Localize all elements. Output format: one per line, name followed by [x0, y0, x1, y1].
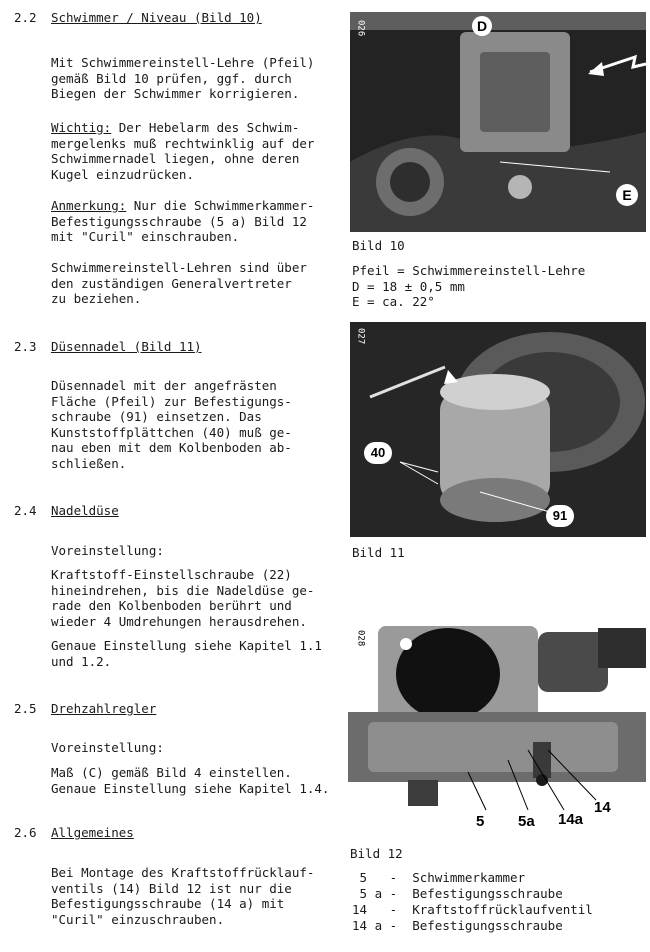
heading-nadelduese: Nadeldüse	[51, 503, 119, 518]
paragraph-ruecklaufventil: Bei Montage des Kraftstoffrücklauf- ventils (14) Bild 12 ist nur die Befestigungsschraube (14 a) mit "Curil" einzuschrauben.	[51, 865, 315, 927]
bild-10-code: 026	[355, 20, 366, 37]
label-wichtig: Wichtig:	[51, 120, 112, 135]
bild-10-photo	[350, 12, 646, 232]
heading-schwimmer-niveau	[51, 10, 262, 26]
legend-text: - Befestigungsschraube	[389, 886, 563, 901]
bild-11-caption: Bild 11	[352, 545, 405, 560]
paragraph-voreinstellung-25: Voreinstellung:	[51, 740, 164, 755]
bild-11-code: 027	[355, 328, 366, 345]
section-number-2-6: 2.6	[14, 825, 37, 840]
label-e-marker: E	[616, 184, 638, 206]
bild-12-caption: Bild 12	[350, 846, 403, 861]
bild-12-legend-row	[352, 870, 525, 886]
paragraph-lehren-beziehen: Schwimmereinstell-Lehren sind über den zuständigen Generalvertreter zu beziehen.	[51, 260, 307, 306]
paragraph-mass-c: Maß (C) gemäß Bild 4 einstellen. Genaue Einstellung siehe Kapitel 1.4.	[51, 765, 330, 796]
text-wichtig: Der Hebelarm des Schwim- mergelenks muß rechtwinklig auf der Schwimmernadel liegen, ohne deren Kugel einzudrücken.	[51, 120, 315, 182]
bild-12-legend-row	[352, 886, 563, 902]
paragraph-duesennadel: Düsennadel mit der angefrästen Fläche (Pfeil) zur Befestigungs- schraube (91) einsetzen. Das Kunststoffplättchen (40) muß ge- nau eben mit dem Kolbenboden ab- schließen.	[51, 378, 292, 471]
heading-title: Düsennadel	[51, 339, 127, 354]
bild-12-code: 028	[355, 630, 366, 647]
label-91-marker: 91	[546, 505, 574, 527]
bild-12-photo	[348, 622, 646, 840]
legend-text: - Befestigungsschraube	[389, 918, 563, 933]
legend-text: - Kraftstoffrücklaufventil	[389, 902, 593, 917]
label-5a-marker: 5a	[518, 813, 535, 830]
paragraph-anmerkung	[51, 198, 343, 245]
heading-ref: (Bild 10)	[186, 10, 262, 25]
paragraph-wichtig	[51, 120, 343, 182]
paragraph-genaue-einstellung-24: Genaue Einstellung siehe Kapitel 1.1 und 1.2.	[51, 638, 322, 669]
paragraph-schwimmer-pruefen: Mit Schwimmereinstell-Lehre (Pfeil) gemäß Bild 10 prüfen, ggf. durch Biegen der Schwimmer korrigieren.	[51, 55, 315, 101]
label-14a-marker: 14a	[558, 811, 584, 828]
section-number-2-3: 2.3	[14, 339, 37, 354]
heading-drehzahlregler: Drehzahlregler	[51, 701, 157, 716]
paragraph-kraftstoff-einstellschraube: Kraftstoff-Einstellschraube (22) hineindrehen, bis die Nadeldüse ge- rade den Kolbenboden berührt und wieder 4 Umdrehungen herausdrehen.	[51, 567, 315, 629]
heading-title: Schwimmer / Niveau	[51, 10, 187, 25]
legend-number: 14	[352, 902, 383, 917]
bild-10-legend: Pfeil = Schwimmereinstell-Lehre D = 18 ± 0,5 mm E = ca. 22°	[352, 263, 586, 309]
bild-12-legend-row	[352, 918, 563, 934]
heading-ref: (Bild 11)	[126, 339, 202, 354]
legend-number: 5 a	[352, 886, 383, 901]
label-5-marker: 5	[476, 813, 485, 830]
section-number-2-5: 2.5	[14, 701, 37, 716]
section-number-2-2: 2.2	[14, 10, 37, 25]
legend-number: 14 a	[352, 918, 383, 933]
heading-allgemeines: Allgemeines	[51, 825, 134, 840]
text-anmerkung: Nur die Schwimmerkammer- Befestigungsschraube (5 a) Bild 12 mit "Curil" einschrauben.	[51, 198, 315, 244]
bild-12-legend-row	[352, 902, 593, 918]
label-anmerkung: Anmerkung:	[51, 198, 127, 213]
label-14-marker: 14	[594, 799, 611, 816]
bild-11-photo	[350, 322, 646, 537]
bild-10-caption: Bild 10	[352, 238, 405, 253]
section-number-2-4: 2.4	[14, 503, 37, 518]
label-40-marker: 40	[364, 442, 392, 464]
legend-text: - Schwimmerkammer	[389, 870, 526, 885]
label-d-marker: D	[472, 16, 492, 36]
legend-number: 5	[352, 870, 383, 885]
heading-duesennadel	[51, 339, 202, 355]
paragraph-voreinstellung-24: Voreinstellung:	[51, 543, 164, 558]
